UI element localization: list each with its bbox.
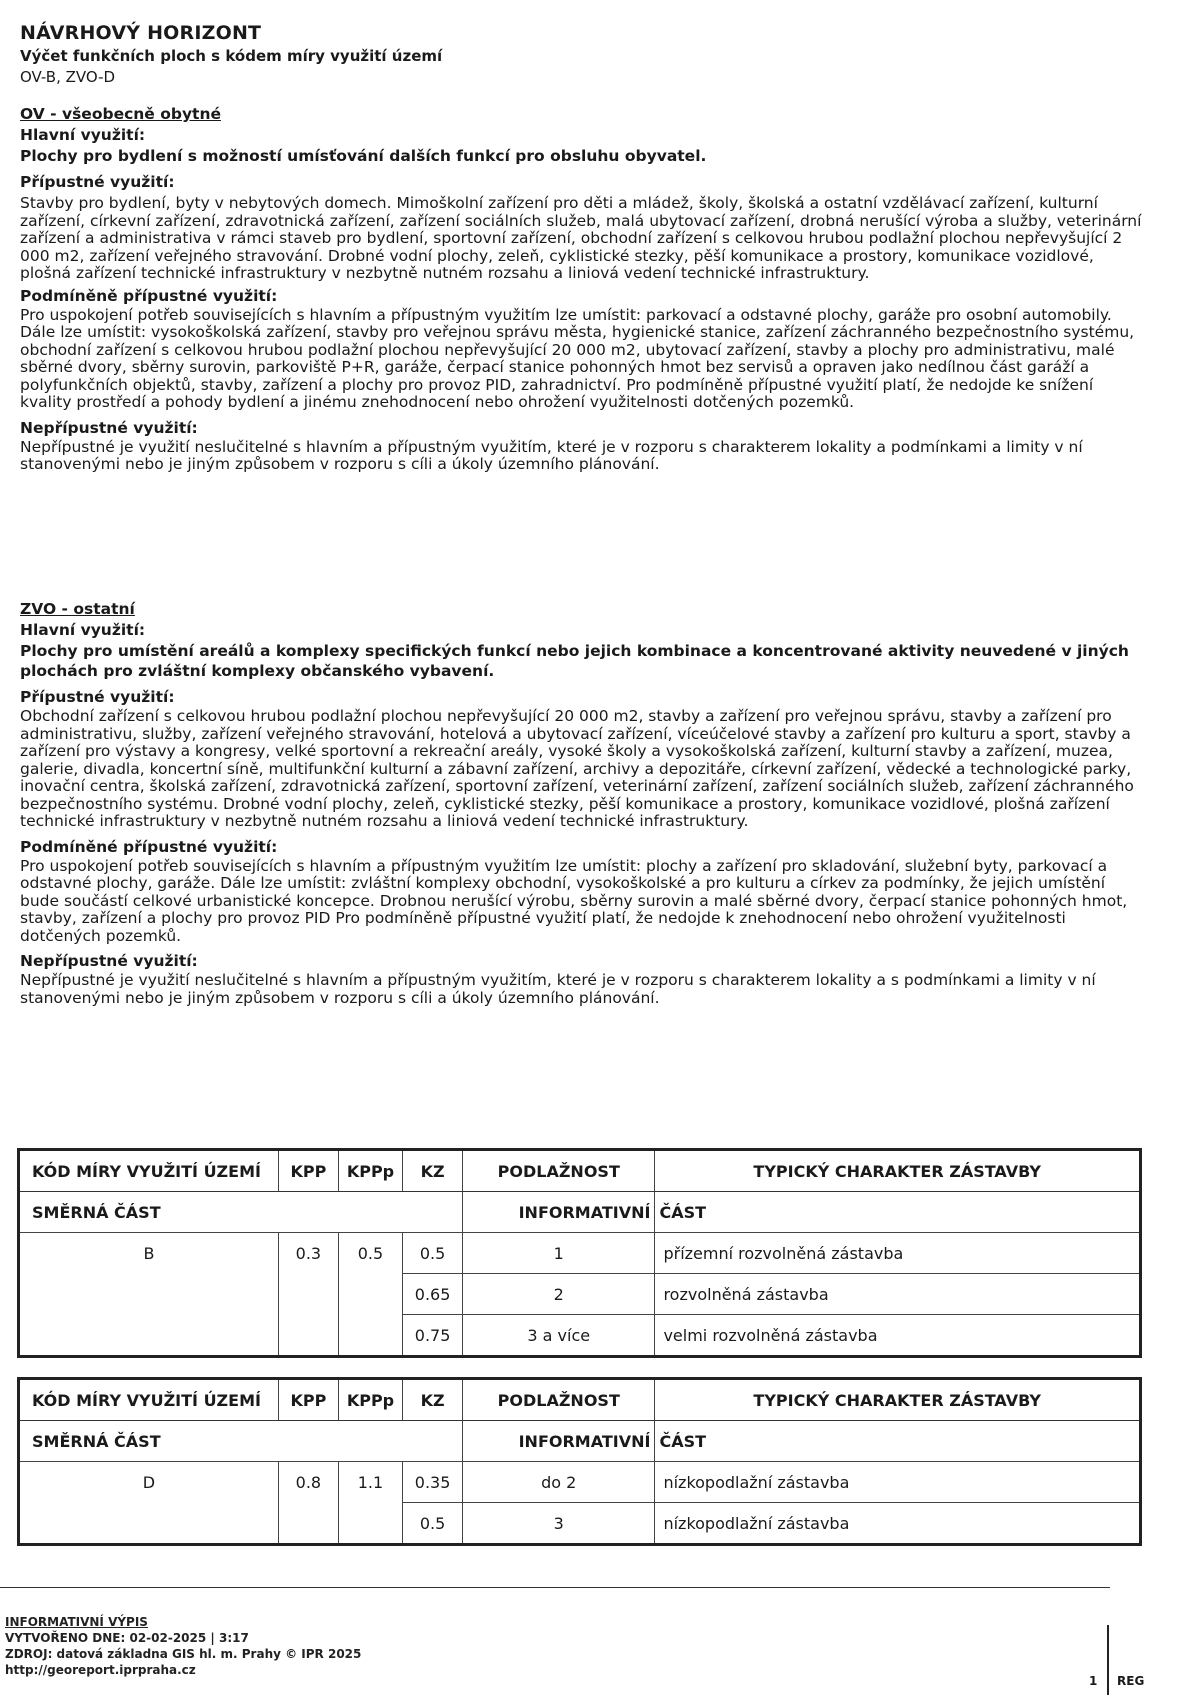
cell-podlaznost: do 2 [463,1462,655,1503]
header-podlaznost: PODLAŽNOST [463,1379,655,1421]
header-kppp: KPPp [338,1150,402,1192]
cell-podlaznost: 2 [463,1274,655,1315]
cell-kz: 0.75 [403,1315,463,1357]
forbidden-use-text: Nepřípustné je využití neslučitelné s hlavním a přípustným využitím, které je v rozporu s charakterem lokality a podmínkami a limity v ní stanovenými nebo je jiným způsobem v rozporu s cíli a úkoly územního plánování. [20,437,1083,473]
cell-kz: 0.5 [403,1503,463,1545]
main-use-label: Hlavní využití: [20,621,146,639]
header-cast: ČÁST [655,1421,1141,1462]
header-smerna: SMĚRNÁ ČÁST [19,1421,463,1462]
allowed-use-label: Přípustné využití: [20,688,175,706]
cell-charakter: velmi rozvolněná zástavba [655,1315,1141,1357]
section-title: ZVO - ostatní [20,600,135,618]
conditional-use-text: Pro uspokojení potřeb souvisejících s hlavním a přípustným využitím lze umístit: plochy a zařízení pro skladování, služební byty, parkovací a odstavné plochy, garáže. Dále lze umístit: zvláštní komplexy obchodní, vysokoškolské a pro kulturu a církev za podmínky, že jejich umístění bude součástí celkové urbanistické koncepce. Drobnou nerušící výrobu, sběrny surovin a malé sběrné dvory, čerpací stanice pohonných hmot, stavby, zařízení a plochy pro provoz PID Pro podmíněně přípustné využití platí, že nedojde k znehodnocení nebo ohrožení využitelnosti dotčených pozemků. [20,856,1128,945]
conditional-use-label: Podmíněné přípustné využití: [20,837,278,856]
main-use-text: Plochy pro bydlení s možností umísťování dalších funkcí pro obsluhu obyvatel. [20,147,707,165]
header-kpp: KPP [278,1379,338,1421]
footer-source: ZDROJ: datová základna GIS hl. m. Prahy © IPR 2025 [5,1647,362,1661]
main-use-label: Hlavní využití: [20,126,146,144]
header-kod: KÓD MÍRY VYUŽITÍ ÚZEMÍ [19,1150,279,1192]
conditional-use-label: Podmíněně přípustné využití: [20,286,278,305]
header-cast: ČÁST [655,1192,1141,1233]
page-number: 1 [1089,1674,1098,1688]
cell-code: B [19,1233,279,1274]
cell-kpp: 0.8 [278,1462,338,1503]
cell-charakter: nízkopodlažní zástavba [655,1503,1141,1545]
header-informativni: INFORMATIVNÍ [463,1421,655,1462]
header-smerna: SMĚRNÁ ČÁST [19,1192,463,1233]
main-use-text: Plochy pro umístění areálů a komplexy specifických funkcí nebo jejich kombinace a koncentrované aktivity neuvedené v jiných plochách pro zvláštní komplexy občanského vybavení. [20,642,1129,680]
allowed-use-text: Stavby pro bydlení, byty v nebytových domech. Mimoškolní zařízení pro děti a mládež, školy, školská a ostatní vzdělávací zařízení, kulturní zařízení, církevní zařízení, zdravotnická zařízení, zařízení sociálních služeb, malá ubytovací zařízení, drobná nerušící výroba a služby, veterinární zařízení a administrativa v rámci staveb pro bydlení, sportovní zařízení, obchodní zařízení s celkovou hrubou podlažní plochou nepřevyšující 2 000 m2, zařízení veřejného stravování. Drobné vodní plochy, zeleň, cyklistické stezky, pěší komunikace a prostory, komunikace vozidlové, plošná zařízení technické infrastruktury v nezbytně nutném rozsahu a liniová vedení technické infrastruktury. [20,194,1142,282]
cell-charakter: nízkopodlažní zástavba [655,1462,1141,1503]
cell-kpp: 0.3 [278,1233,338,1274]
cell-podlaznost: 3 [463,1503,655,1545]
cell-charakter: přízemní rozvolněná zástavba [655,1233,1141,1274]
document-codes: OV-B, ZVO-D [20,68,116,86]
forbidden-use-text: Nepřípustné je využití neslučitelné s hlavním a přípustným využitím, které je v rozporu s charakterem lokality a s podmínkami a limity v ní stanovenými nebo je jiným způsobem v rozporu s cíli a úkoly územního plánování. [20,971,1096,1007]
allowed-use-text: Obchodní zařízení s celkovou hrubou podlažní plochou nepřevyšující 20 000 m2, stavby a zařízení pro veřejnou správu, stavby a zařízení pro administrativu, služby, zařízení veřejného stravování, hotelová a ubytovací zařízení, víceúčelové stavby a zařízení pro kulturu a sport, stavby a zařízení pro výstavy a kongresy, velké sportovní a rekreační areály, vysoké školy a vysokoškolská zařízení, kulturní stavby a zařízení, muzea, galerie, divadla, koncertní síně, multifunkční kulturní a zábavní zařízení, archivy a depozitáře, církevní zařízení, vědecké a technologické parky, inovační centra, školská zařízení, zdravotnická zařízení, sportovní zařízení, veterinární zařízení, zařízení sociálních služeb, zařízení záchranného bezpečnostního systému. Drobné vodní plochy, zeleň, cyklistické stezky, pěší komunikace a prostory, komunikace vozidlové, plošná zařízení technické infrastruktury v nezbytně nutném rozsahu a liniová vedení technické infrastruktury. [20,707,1134,830]
conditional-use-text: Pro uspokojení potřeb souvisejících s hlavním a přípustným využitím lze umístit: parkovací a odstavné plochy, garáže pro osobní automobily. Dále lze umístit: vysokoškolská zařízení, stavby pro veřejnou správu města, hygienické stanice, zařízení záchranného bezpečnostního systému, obchodní zařízení s celkovou hrubou podlažní plochou nepřevyšující 20 000 m2, ubytovací zařízení, stavby a plochy pro administrativu, malé sběrné dvory, sběrny surovin, parkoviště P+R, garáže, čerpací stanice pohonných hmot bez servisů a opraven jako nedílnou část garáží a polyfunkčních objektů, stavby, zařízení a plochy pro provoz PID, zahradnictví. Pro podmíněně přípustné využití platí, že nedojde ke snížení kvality prostředí a pohody bydlení a jinému znehodnocení nebo ohrožení využitelnosti dotčených pozemků. [20,305,1135,411]
table-kod-b [17,1148,1142,1358]
forbidden-use-label: Nepřípustné využití: [20,952,198,970]
header-charakter: TYPICKÝ CHARAKTER ZÁSTAVBY [655,1379,1141,1421]
reg-label: REG [1117,1674,1145,1688]
cell-kppp: 1.1 [338,1462,402,1503]
header-charakter: TYPICKÝ CHARAKTER ZÁSTAVBY [655,1150,1141,1192]
forbidden-use-label: Nepřípustné využití: [20,418,198,437]
header-kpp: KPP [278,1150,338,1192]
header-kz: KZ [403,1150,463,1192]
cell-code: D [19,1462,279,1503]
header-informativni: INFORMATIVNÍ [463,1192,655,1233]
footer-title: INFORMATIVNÍ VÝPIS [5,1615,148,1629]
footer-vertical-divider [1107,1625,1109,1695]
table-kod-d [17,1377,1142,1546]
allowed-use-label: Přípustné využití: [20,173,175,191]
cell-kz: 0.35 [403,1462,463,1503]
header-kz: KZ [403,1379,463,1421]
document-title: NÁVRHOVÝ HORIZONT [20,22,262,44]
footer-url[interactable]: http://georeport.iprpraha.cz [5,1663,196,1677]
cell-podlaznost: 3 a více [463,1315,655,1357]
section-ov [20,104,1145,474]
footer-info [5,1614,361,1678]
cell-charakter: rozvolněná zástavba [655,1274,1141,1315]
section-zvo [20,599,1145,1007]
header-podlaznost: PODLAŽNOST [463,1150,655,1192]
cell-kz: 0.5 [403,1233,463,1274]
header-kppp: KPPp [338,1379,402,1421]
document-subtitle: Výčet funkčních ploch s kódem míry využití území [20,47,443,65]
cell-podlaznost: 1 [463,1233,655,1274]
footer-divider [0,1587,1110,1588]
footer-created: VYTVOŘENO DNE: 02-02-2025 | 3:17 [5,1631,249,1645]
header-kod: KÓD MÍRY VYUŽITÍ ÚZEMÍ [19,1379,279,1421]
cell-kppp: 0.5 [338,1233,402,1274]
cell-kz: 0.65 [403,1274,463,1315]
section-title: OV - všeobecně obytné [20,105,222,123]
